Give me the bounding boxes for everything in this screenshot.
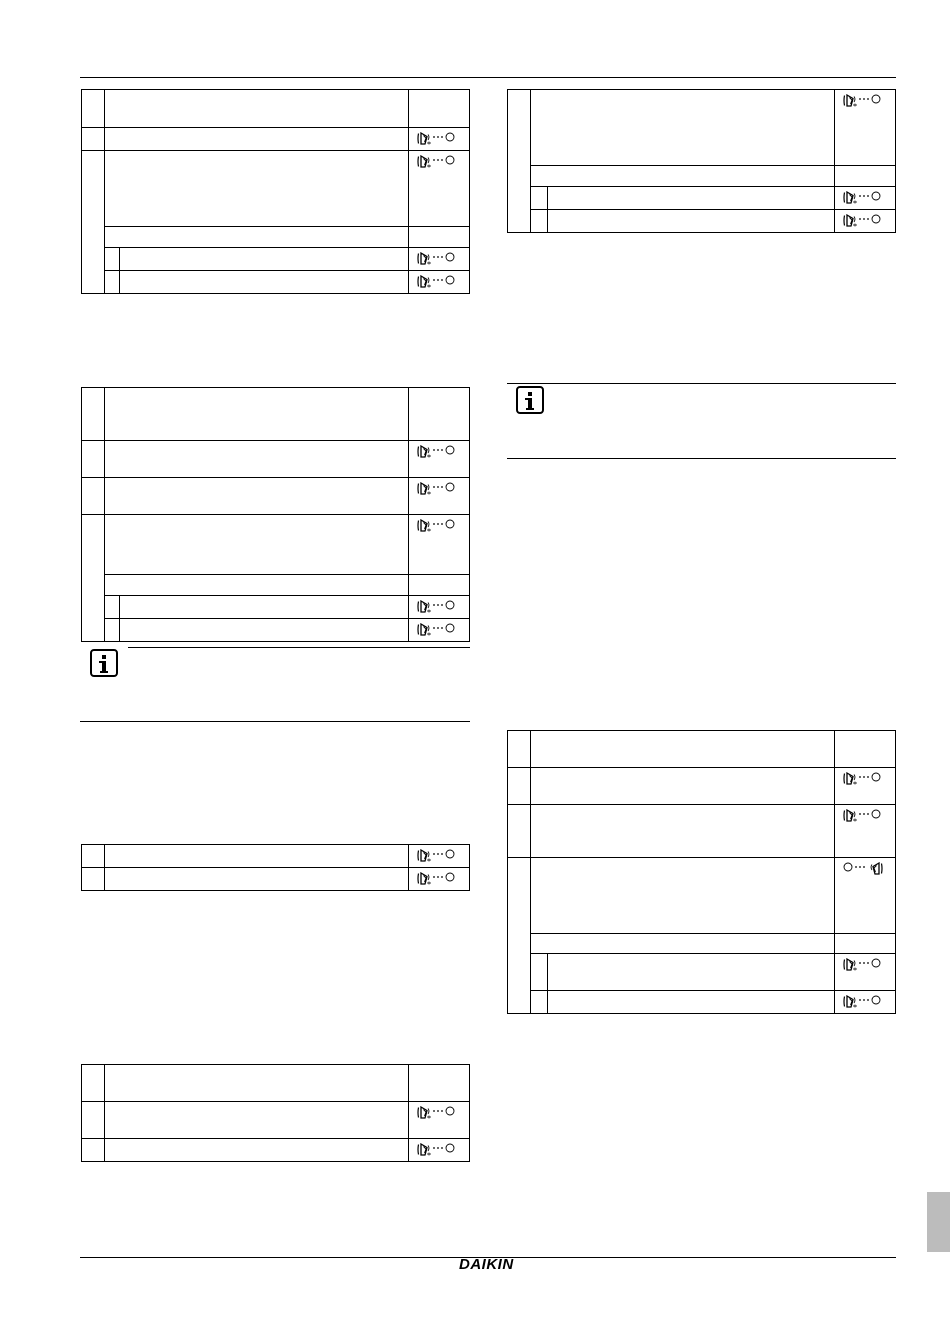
info-rule-bottom <box>80 721 470 722</box>
cell <box>531 166 835 187</box>
remote-to-unit-icon <box>843 94 883 107</box>
cell <box>105 478 409 515</box>
icon-cell <box>409 515 470 575</box>
remote-to-unit-icon <box>417 849 457 862</box>
info-rule-bottom <box>507 458 896 459</box>
remote-to-unit-icon <box>417 482 457 495</box>
cell <box>105 441 409 478</box>
icon-cell <box>835 768 896 805</box>
cell <box>105 619 120 642</box>
cell <box>105 248 120 271</box>
cell <box>409 388 470 441</box>
icon-cell <box>409 151 470 227</box>
icon-cell <box>409 619 470 642</box>
cell <box>508 90 531 233</box>
cell <box>82 128 105 151</box>
icon-cell <box>409 271 470 294</box>
cell <box>105 1102 409 1139</box>
remote-to-unit-icon <box>417 155 457 168</box>
remote-to-unit-icon <box>843 958 883 971</box>
table-b <box>81 387 470 642</box>
cell <box>531 858 835 934</box>
brand-logo: DAIKIN <box>459 1256 514 1273</box>
cell <box>105 227 409 248</box>
cell <box>82 1102 105 1139</box>
table-c <box>81 844 470 891</box>
icon-cell <box>835 90 896 166</box>
remote-to-unit-icon <box>417 1143 457 1156</box>
info-rule-top <box>128 647 470 648</box>
cell <box>531 991 548 1014</box>
cell <box>82 868 105 891</box>
info-icon-base <box>526 408 534 410</box>
remote-to-unit-icon <box>843 772 883 785</box>
table-f <box>507 730 896 1014</box>
icon-cell <box>835 187 896 210</box>
cell <box>531 954 548 991</box>
icon-cell <box>409 868 470 891</box>
info-icon-dot <box>528 392 532 396</box>
cell <box>105 90 409 128</box>
cell <box>120 596 409 619</box>
icon-cell <box>409 128 470 151</box>
section-tab-marker <box>927 1192 950 1252</box>
cell <box>531 187 548 210</box>
cell <box>409 90 470 128</box>
cell <box>82 515 105 642</box>
info-icon-base <box>100 671 108 673</box>
unit-to-remote-icon <box>843 862 887 875</box>
info-rule-top <box>507 383 896 384</box>
cell <box>508 731 531 768</box>
cell <box>82 1139 105 1162</box>
remote-to-unit-icon <box>843 191 883 204</box>
cell <box>548 210 835 233</box>
icon-cell <box>835 858 896 934</box>
cell <box>508 768 531 805</box>
cell <box>835 166 896 187</box>
table-d <box>81 1064 470 1162</box>
remote-to-unit-icon <box>417 275 457 288</box>
cell <box>531 934 835 954</box>
icon-cell <box>409 478 470 515</box>
cell <box>508 858 531 1014</box>
cell <box>82 845 105 868</box>
cell <box>82 441 105 478</box>
remote-to-unit-icon <box>843 214 883 227</box>
cell <box>105 1065 409 1102</box>
icon-cell <box>835 805 896 858</box>
cell <box>82 1065 105 1102</box>
cell <box>409 1065 470 1102</box>
cell <box>105 151 409 227</box>
cell <box>105 128 409 151</box>
remote-to-unit-icon <box>417 132 457 145</box>
cell <box>548 954 835 991</box>
icon-cell <box>835 991 896 1014</box>
cell <box>120 619 409 642</box>
icon-cell <box>409 1102 470 1139</box>
cell <box>835 731 896 768</box>
cell <box>82 478 105 515</box>
icon-cell <box>409 248 470 271</box>
cell <box>105 1139 409 1162</box>
remote-to-unit-icon <box>417 872 457 885</box>
cell <box>105 845 409 868</box>
cell <box>409 227 470 248</box>
cell <box>105 388 409 441</box>
icon-cell <box>409 1139 470 1162</box>
remote-to-unit-icon <box>417 252 457 265</box>
cell <box>531 90 835 166</box>
cell <box>105 868 409 891</box>
cell <box>531 768 835 805</box>
remote-to-unit-icon <box>417 623 457 636</box>
cell <box>409 575 470 596</box>
cell <box>105 515 409 575</box>
table-e <box>507 89 896 233</box>
info-icon <box>516 386 544 414</box>
cell <box>120 271 409 294</box>
cell <box>105 575 409 596</box>
info-icon <box>90 649 118 677</box>
icon-cell <box>835 210 896 233</box>
cell <box>531 210 548 233</box>
remote-to-unit-icon <box>417 445 457 458</box>
cell <box>835 934 896 954</box>
cell <box>548 991 835 1014</box>
cell <box>82 151 105 294</box>
cell <box>82 90 105 128</box>
remote-to-unit-icon <box>417 600 457 613</box>
cell <box>548 187 835 210</box>
remote-to-unit-icon <box>417 1106 457 1119</box>
cell <box>82 388 105 441</box>
cell <box>531 805 835 858</box>
cell <box>531 731 835 768</box>
cell <box>508 805 531 858</box>
icon-cell <box>409 441 470 478</box>
icon-cell <box>409 596 470 619</box>
icon-cell <box>835 954 896 991</box>
remote-to-unit-icon <box>843 809 883 822</box>
cell <box>105 271 120 294</box>
icon-cell <box>409 845 470 868</box>
info-icon-dot <box>102 655 106 659</box>
remote-to-unit-icon <box>417 519 457 532</box>
remote-to-unit-icon <box>843 995 883 1008</box>
cell <box>120 248 409 271</box>
cell <box>105 596 120 619</box>
header-rule <box>80 77 896 78</box>
table-a <box>81 89 470 294</box>
